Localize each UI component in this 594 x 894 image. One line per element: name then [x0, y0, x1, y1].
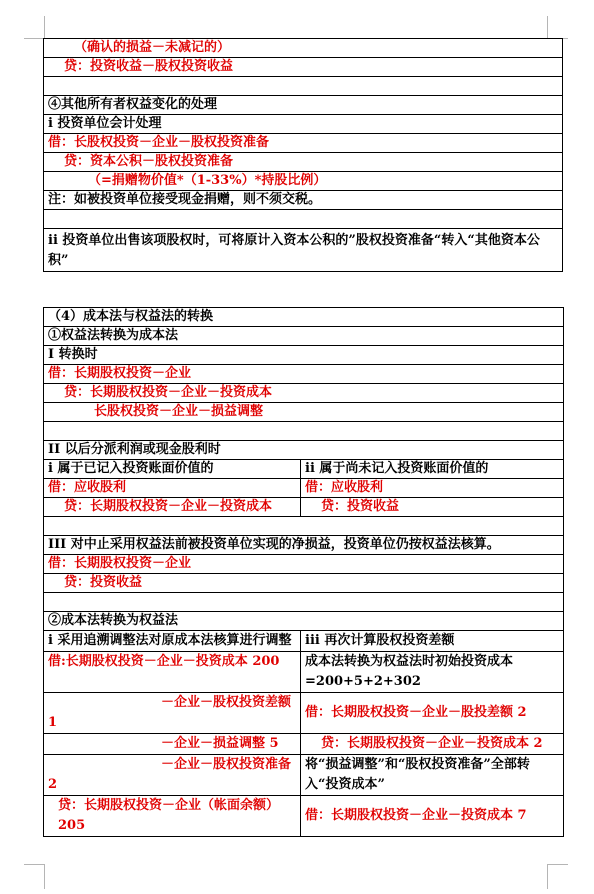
- text-row: III 对中止采用权益法前被投资单位实现的净损益，投资单位仍按权益法核算。: [44, 536, 564, 555]
- adjustment-entry: －企业－损益调整 5: [44, 734, 301, 755]
- crop-mark-top-left: [24, 16, 45, 39]
- credit-row: 长股权投资－企业－损益调整: [44, 403, 564, 422]
- transfer-note: 将“损益调整”和“股权投资准备”全部转入“投资成本”: [301, 755, 564, 796]
- blank-row: [44, 77, 563, 96]
- column-heading-right: iii 再次计算股权投资差额: [301, 631, 564, 652]
- adjustment-entry: 贷：长期股权投资－企业（帐面余额） 205: [44, 796, 301, 837]
- debit-row: 借：应收股利: [44, 479, 301, 498]
- section-heading: ④其他所有者权益变化的处理: [44, 96, 563, 115]
- adjustment-entry: －企业－股权投资准备 2: [44, 755, 301, 796]
- debit-row: 借：长股权投资－企业－股权投资准备: [44, 134, 563, 153]
- calc-note: 成本法转换为权益法时初始投资成本=200+5+2+302: [301, 652, 564, 693]
- note-row: 注：如被投资单位接受现金捐赠，则不须交税。: [44, 191, 563, 210]
- subsection-heading: ①权益法转换为成本法: [44, 327, 564, 346]
- crop-mark-top-right: [547, 16, 568, 39]
- transfer-entry: 借：长期股权投资－企业－投资成本 7: [301, 796, 564, 837]
- subsection-heading: II 以后分派利润或现金股利时: [44, 441, 564, 460]
- credit-row: 贷：资本公积－股权投资准备: [44, 153, 563, 172]
- subsection-heading: i 投资单位会计处理: [44, 115, 563, 134]
- text-row: （确认的损益－未减记的）: [44, 39, 563, 58]
- blank-row: [44, 422, 564, 441]
- difference-entry: 贷：长期股权投资－企业－投资成本 2: [301, 734, 564, 755]
- debit-row: 借：长期股权投资－企业: [44, 365, 564, 384]
- method-conversion-table: [43, 307, 564, 837]
- column-heading-left: i 采用追溯调整法对原成本法核算进行调整: [44, 631, 301, 652]
- crop-mark-bottom-right: [547, 864, 568, 889]
- adjustment-entry: 借:长期股权投资－企业－投资成本 200: [44, 652, 301, 693]
- subsection-heading: ②成本法转换为权益法: [44, 612, 564, 631]
- equity-change-table: [43, 38, 563, 272]
- credit-row: 贷：长期股权投资－企业－投资成本: [44, 384, 564, 403]
- debit-row: 借：应收股利: [301, 479, 564, 498]
- credit-row: 贷：投资收益: [301, 498, 564, 517]
- credit-row: 贷：长期股权投资－企业－投资成本: [44, 498, 301, 517]
- blank-row: [44, 517, 564, 536]
- credit-row: 贷：投资收益: [44, 574, 564, 593]
- crop-mark-bottom-left: [24, 864, 45, 889]
- blank-row: [44, 210, 563, 229]
- subsection-heading: I 转换时: [44, 346, 564, 365]
- credit-row: 贷：投资收益－股权投资收益: [44, 58, 563, 77]
- difference-entry: 借：长期股权投资－企业－股投差额 2: [301, 693, 564, 734]
- adjustment-entry: －企业－股权投资差额 1: [44, 693, 301, 734]
- section-title: （4）成本法与权益法的转换: [44, 308, 564, 327]
- column-heading-right: ii 属于尚未记入投资账面价值的: [301, 460, 564, 479]
- text-row: ii 投资单位出售该项股权时，可将原计入资本公积的”股权投资准备“转入“其他资本公积”: [44, 229, 563, 272]
- blank-row: [44, 593, 564, 612]
- column-heading-left: i 属于已记入投资账面价值的: [44, 460, 301, 479]
- formula-row: （=捐赠物价值*（1-33%）*持股比例）: [44, 172, 563, 191]
- debit-row: 借：长期股权投资－企业: [44, 555, 564, 574]
